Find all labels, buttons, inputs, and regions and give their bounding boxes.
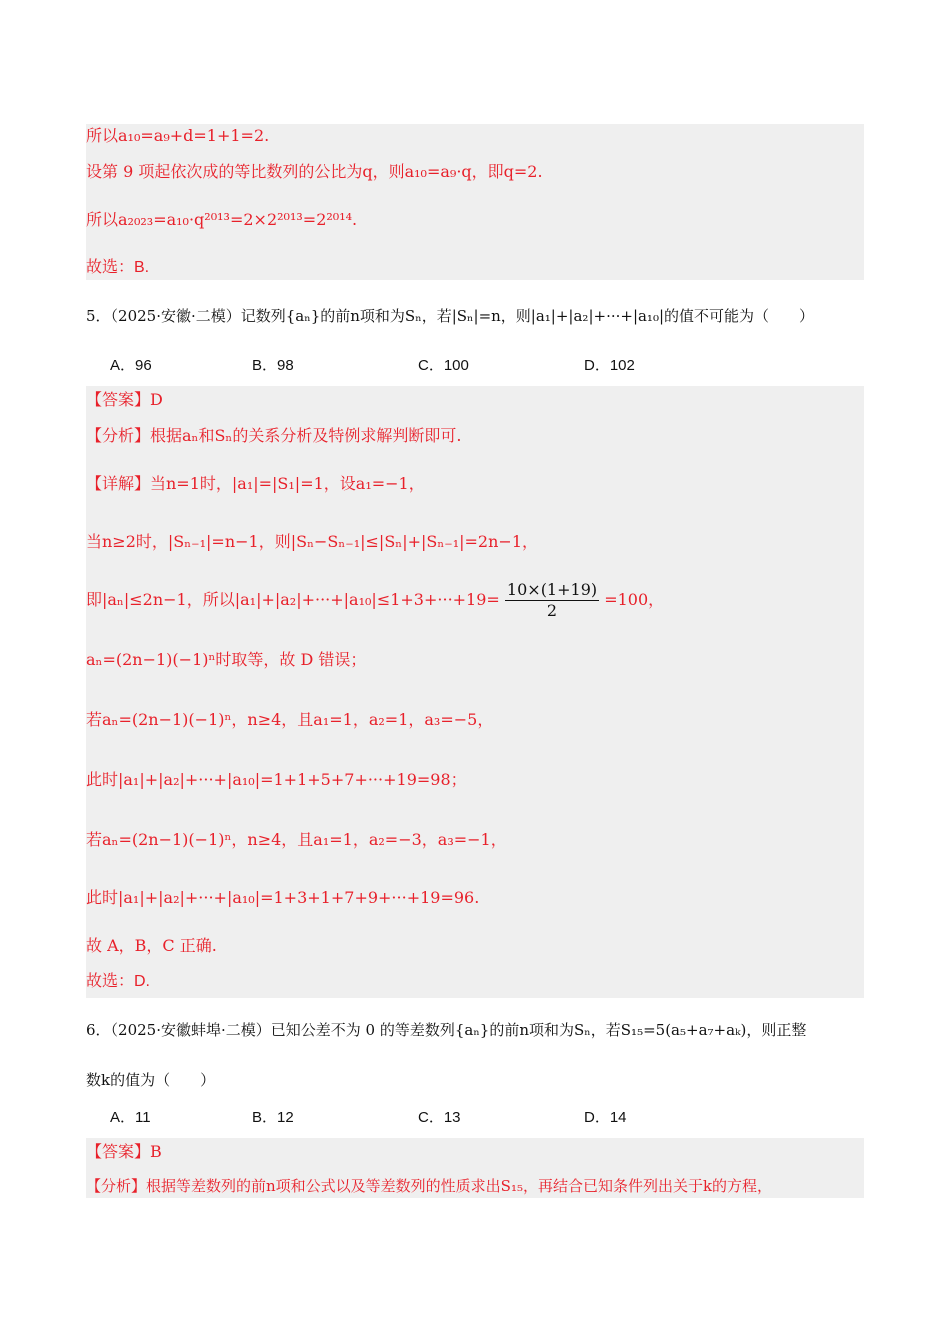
detail-line: 【详解】当n=1时，|a₁|=|S₁|=1，设a₁=−1，	[86, 474, 425, 493]
detail-line: 若aₙ=(2n−1)(−1)ⁿ，n≥4，且a₁=1，a₂=−3，a₃=−1，	[86, 830, 507, 849]
answer-label: 【答案】D	[86, 390, 163, 409]
analysis-line: 【分析】根据等差数列的前n项和公式以及等差数列的性质求出S₁₅，再结合已知条件列出关于k的方程，	[86, 1177, 773, 1195]
choice-line: 故选：D.	[86, 973, 151, 990]
detail-line: 当n≥2时，|Sₙ₋₁|=n−1，则|Sₙ−Sₙ₋₁|≤|Sₙ|+|Sₙ₋₁|=2n−1，	[86, 532, 539, 551]
detail-line: aₙ=(2n−1)(−1)ⁿ时取等，故 D 错误；	[86, 650, 367, 669]
q6-option-b: B．12	[252, 1109, 294, 1126]
solution-line: 所以a₂₀₂₃=a₁₀·q²⁰¹³=2×2²⁰¹³=2²⁰¹⁴.	[86, 210, 358, 229]
detail-line: 若aₙ=(2n−1)(−1)ⁿ，n≥4，且a₁=1，a₂=1，a₃=−5，	[86, 710, 494, 729]
detail-line: 此时|a₁|+|a₂|+···+|a₁₀|=1+1+5+7+···+19=98；	[86, 770, 467, 789]
q5-option-d: D．102	[584, 357, 635, 374]
answer-label: 【答案】B	[86, 1142, 162, 1161]
q5-option-c: C．100	[418, 357, 469, 374]
fraction	[505, 580, 599, 621]
detail-line: 此时|a₁|+|a₂|+···+|a₁₀|=1+3+1+7+9+···+19=96.	[86, 888, 480, 907]
detail-line	[86, 578, 864, 622]
q6-option-a: A．11	[110, 1109, 151, 1126]
fraction-numerator: 10×(1+19)	[506, 580, 598, 599]
q5-option-b: B．98	[252, 357, 294, 374]
question-6-stem-cont: 数k的值为（ ）	[86, 1071, 216, 1089]
question-5-stem: 5．（2025·安徽·二模）记数列{aₙ}的前n项和为Sₙ，若|Sₙ|=n，则|a₁|+|a₂|+···+|a₁₀|的值不可能为（ ）	[86, 307, 815, 325]
question-6-stem: 6．（2025·安徽蚌埠·二模）已知公差不为 0 的等差数列{aₙ}的前n项和为Sₙ，若S₁₅=5(a₅+a₇+aₖ)，则正整	[86, 1021, 807, 1039]
analysis-line: 【分析】根据aₙ和Sₙ的关系分析及特例求解判断即可.	[86, 426, 462, 445]
q5-option-a: A．96	[110, 357, 152, 374]
detail-text: 即|aₙ|≤2n−1，所以|a₁|+|a₂|+···+|a₁₀|≤1+3+···+19=	[86, 590, 500, 609]
q6-option-d: D．14	[584, 1109, 627, 1126]
fraction-denominator: 2	[546, 601, 558, 620]
solution-line: 所以a₁₀=a₉+d=1+1=2.	[86, 126, 270, 145]
detail-line: 故 A，B，C 正确.	[86, 936, 217, 955]
choice-line: 故选：B.	[86, 259, 150, 276]
detail-text: =100，	[604, 590, 665, 609]
q6-option-c: C．13	[418, 1109, 461, 1126]
solution-line: 设第 9 项起依次成的等比数列的公比为q，则a₁₀=a₉·q，即q=2.	[86, 162, 543, 181]
